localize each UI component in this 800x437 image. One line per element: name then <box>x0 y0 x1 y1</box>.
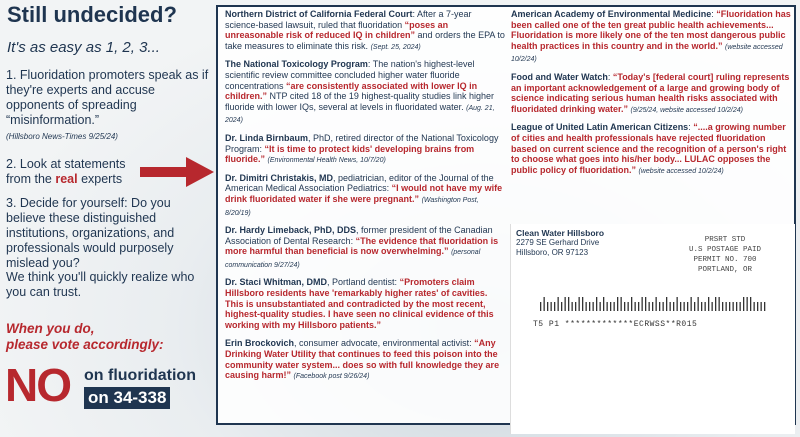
trust-statement: We think you'll quickly realize who you can trust. <box>6 270 195 299</box>
barcode-bar <box>593 302 594 311</box>
barcode-bar <box>582 297 583 311</box>
quote-entry <box>225 9 505 53</box>
quote-entry <box>225 133 505 167</box>
quote-source: Dr. Staci Whitman, DMD <box>225 277 328 288</box>
step-1 <box>6 68 211 144</box>
barcode-bar <box>624 302 625 311</box>
barcode-bar <box>589 302 590 311</box>
barcode-bar <box>663 302 664 311</box>
barcode-bar <box>610 302 611 311</box>
barcode-bar <box>554 302 555 311</box>
barcode-bar <box>754 302 755 311</box>
step-2-text: 2. Look at statements from the <box>6 157 126 186</box>
carrier-route-line: T5 P1 *************ECRWSS**R015 <box>533 320 698 329</box>
quote-continuation: NTP cited 18 of the 19 highest-quality studies link higher fluoride with lower IQs, several at levels in fluoridated water. <box>225 91 494 112</box>
barcode-bar <box>743 297 744 311</box>
barcode-bar <box>565 297 566 311</box>
barcode-bar <box>558 297 559 311</box>
quote-entry <box>225 173 505 219</box>
barcode-bar <box>701 302 702 311</box>
quote-citation: (Aug. 21, 2024) <box>225 104 495 125</box>
barcode-bar <box>561 302 562 311</box>
step-1-citation: (Hillsboro News-Times 9/25/24) <box>6 132 118 141</box>
quote-entry <box>225 59 505 127</box>
quote-intro: : <box>711 9 717 19</box>
barcode-bar <box>635 302 636 311</box>
quote-text: “Promoters claim Hillsboro residents have 'remarkably higher rates' of cavities. This is unsubstantiated and contradicted by the most recent, highest-quality studies. I have seen no clinical evidence of this working with my Hillsboro patients.” <box>225 277 494 330</box>
step-2-emphasis: real <box>55 172 78 186</box>
quote-entry <box>225 277 505 332</box>
indicia-line-3: PERMIT NO. 700 <box>693 256 757 264</box>
subtitle: It's as easy as 1, 2, 3... <box>7 39 160 56</box>
postal-barcode <box>540 297 770 311</box>
barcode-bar <box>705 302 706 311</box>
quote-intro: : After a 7-year science-based lawsuit, ruled that fluoridation <box>225 9 472 30</box>
barcode-bar <box>684 302 685 311</box>
barcode-bar <box>642 297 643 311</box>
barcode-bar <box>547 302 548 311</box>
indicia-line-2: U.S POSTAGE PAID <box>688 246 761 254</box>
quote-intro: : <box>688 122 694 133</box>
call-to-action <box>6 321 164 353</box>
left-column <box>0 0 214 437</box>
quote-citation: (website accessed 10/2/24) <box>638 167 724 175</box>
headline: Still undecided? <box>7 2 177 27</box>
step-1-text: 1. Fluoridation promoters speak as if they're experts and accuse opponents of spreading “misinformation.” <box>6 68 209 127</box>
barcode-bar <box>575 302 576 311</box>
quote-continuation: and orders the EPA to take measures to eliminate this risk. <box>225 30 505 51</box>
quote-text: “It is time to protect kids' developing brains from fluoride.” <box>225 143 475 165</box>
quote-citation: (personal communication 9/27/24) <box>225 249 481 269</box>
quotes-column-2 <box>511 9 794 183</box>
barcode-bar <box>733 302 734 311</box>
barcode-bar <box>551 302 552 311</box>
quote-text: “poses an unreasonable risk of reduced IQ in children” <box>225 19 449 41</box>
quote-text: “Any Drinking Water Utility that continues to feed this poison into the community water system... does so with full knowledge they are causing harm!” <box>225 338 500 381</box>
barcode-bar <box>586 302 587 311</box>
quote-text: “Fluoridation has been called one of the ten great public health achievements... Fluoridation is more likely one of the ten most dangerous public health practices in this country and in the world.” <box>511 9 791 51</box>
quotes-column-1 <box>225 9 505 389</box>
barcode-bar <box>726 302 727 311</box>
barcode-bar <box>656 297 657 311</box>
postage-indicia <box>670 235 780 275</box>
indicia-line-4: PORTLAND, OR <box>697 266 752 274</box>
barcode-bar <box>687 302 688 311</box>
barcode-bar <box>712 302 713 311</box>
barcode-bar <box>621 297 622 311</box>
step-3: 3. Decide for yourself: Do you believe these distinguished institutions, organizations, and professionals would purposely mislead you? <box>6 196 175 270</box>
barcode-bar <box>652 302 653 311</box>
quote-source: Erin Brockovich <box>225 338 295 349</box>
barcode-bar <box>649 302 650 311</box>
quote-text: “are consistently associated with lower IQ in children.” <box>225 80 478 102</box>
return-city: Hillsboro, OR 97123 <box>516 248 589 257</box>
barcode-bar <box>579 297 580 311</box>
barcode-bar <box>645 297 646 311</box>
return-address <box>516 228 604 258</box>
quote-source: Northern District of California Federal Court <box>225 9 413 19</box>
quote-text: “I would not have my wife drink fluoridated water if she were pregnant.” <box>225 183 503 204</box>
quote-intro: , consumer advocate, environmental activist: <box>294 338 475 349</box>
barcode-bar <box>568 297 569 311</box>
step-2 <box>6 157 141 187</box>
quote-intro: , PhD, retired director of the National Toxicology Program: <box>225 132 499 154</box>
quote-citation: (9/25/24, website accessed 10/2/24) <box>630 106 743 114</box>
quote-source: Food and Water Watch <box>511 71 608 82</box>
quote-citation: (Washington Post, 8/20/19) <box>225 196 479 217</box>
barcode-bar <box>719 297 720 311</box>
quote-source: Dr. Hardy Limeback, PhD, DDS <box>225 225 357 236</box>
quote-text: “Today's [federal court] ruling represents an important acknowledgement of a large and growing body of science indicating serious human health risks associated with fluoridated drinking water.” <box>511 71 790 114</box>
barcode-bar <box>544 297 545 311</box>
step-2-text-end: experts <box>81 172 123 186</box>
barcode-bar <box>750 297 751 311</box>
call-to-action-line-1: When you do, <box>6 321 95 336</box>
quote-intro: , pediatrician, editor of the Journal of the American Medical Association Pediatrics: <box>225 172 494 194</box>
quote-citation: (Sept. 25, 2024) <box>370 43 421 51</box>
barcode-bar <box>698 297 699 311</box>
barcode-bar <box>617 297 618 311</box>
barcode-bar <box>673 302 674 311</box>
quote-source: League of United Latin American Citizens <box>511 122 689 133</box>
quote-source: The National Toxicology Program <box>225 59 368 70</box>
quote-citation: (Environmental Health News, 10/7/20) <box>267 157 386 165</box>
barcode-bar <box>628 302 629 311</box>
barcode-bar <box>677 297 678 311</box>
barcode-bar <box>607 302 608 311</box>
quote-entry <box>511 9 794 66</box>
barcode-bar <box>572 302 573 311</box>
barcode-bar <box>631 297 632 311</box>
measure-number: on 34-338 <box>84 387 170 409</box>
quote-intro: , former president of the Canadian Association of Dental Research: <box>225 225 493 246</box>
quote-intro: : <box>607 71 613 82</box>
barcode-bar <box>670 302 671 311</box>
barcode-bar <box>600 302 601 311</box>
call-to-action-line-2: please vote accordingly: <box>6 337 164 352</box>
on-fluoridation-label: on fluoridation <box>84 367 196 384</box>
indicia-line-1: PRSRT STD <box>704 236 746 244</box>
barcode-bar <box>747 297 748 311</box>
quote-entry <box>225 225 505 271</box>
barcode-bar <box>680 302 681 311</box>
quote-intro: : The nation's highest-level scientific review committee concluded higher water fluoride concentrations <box>225 59 475 91</box>
barcode-bar <box>540 302 541 311</box>
barcode-bar <box>666 297 667 311</box>
barcode-bar <box>729 302 730 311</box>
barcode-bar <box>708 297 709 311</box>
barcode-bar <box>736 302 737 311</box>
quote-citation: (Facebook post 9/26/24) <box>293 373 370 381</box>
barcode-bar <box>596 297 597 311</box>
barcode-bar <box>761 302 762 311</box>
quote-text: “The evidence that fluoridation is more harmful than beneficial is now overwhelming.” <box>225 235 499 257</box>
barcode-bar <box>638 302 639 311</box>
return-street: 2279 SE Gerhard Drive <box>516 238 600 247</box>
quote-entry <box>511 122 794 177</box>
quote-source: American Academy of Environmental Medicine <box>511 9 712 19</box>
barcode-bar <box>757 302 758 311</box>
barcode-bar <box>603 297 604 311</box>
quote-citation: (website accessed 10/2/24) <box>511 43 783 64</box>
barcode-bar <box>764 302 765 311</box>
quote-text: “....a growing number of cities and health professionals have rejected fluoridation based on current science and the recognition of a person's right to choose what goes into his/her body... LULAC opposes the public policy of fluoridation.” <box>511 122 787 175</box>
barcode-bar <box>715 297 716 311</box>
barcode-bar <box>694 302 695 311</box>
return-organization: Clean Water Hillsboro <box>516 228 605 238</box>
barcode-bar <box>740 302 741 311</box>
barcode-bar <box>614 302 615 311</box>
arrow-right-icon <box>140 155 214 189</box>
barcode-bar <box>722 302 723 311</box>
quote-entry <box>511 72 794 116</box>
barcode-bar <box>691 297 692 311</box>
quote-entry <box>225 338 505 382</box>
quote-source: Dr. Linda Birnbaum <box>225 132 309 143</box>
quote-source: Dr. Dimitri Christakis, MD <box>225 172 334 183</box>
barcode-bar <box>659 302 660 311</box>
quote-intro: , Portland dentist: <box>327 277 400 288</box>
no-vote: NO <box>5 359 70 411</box>
